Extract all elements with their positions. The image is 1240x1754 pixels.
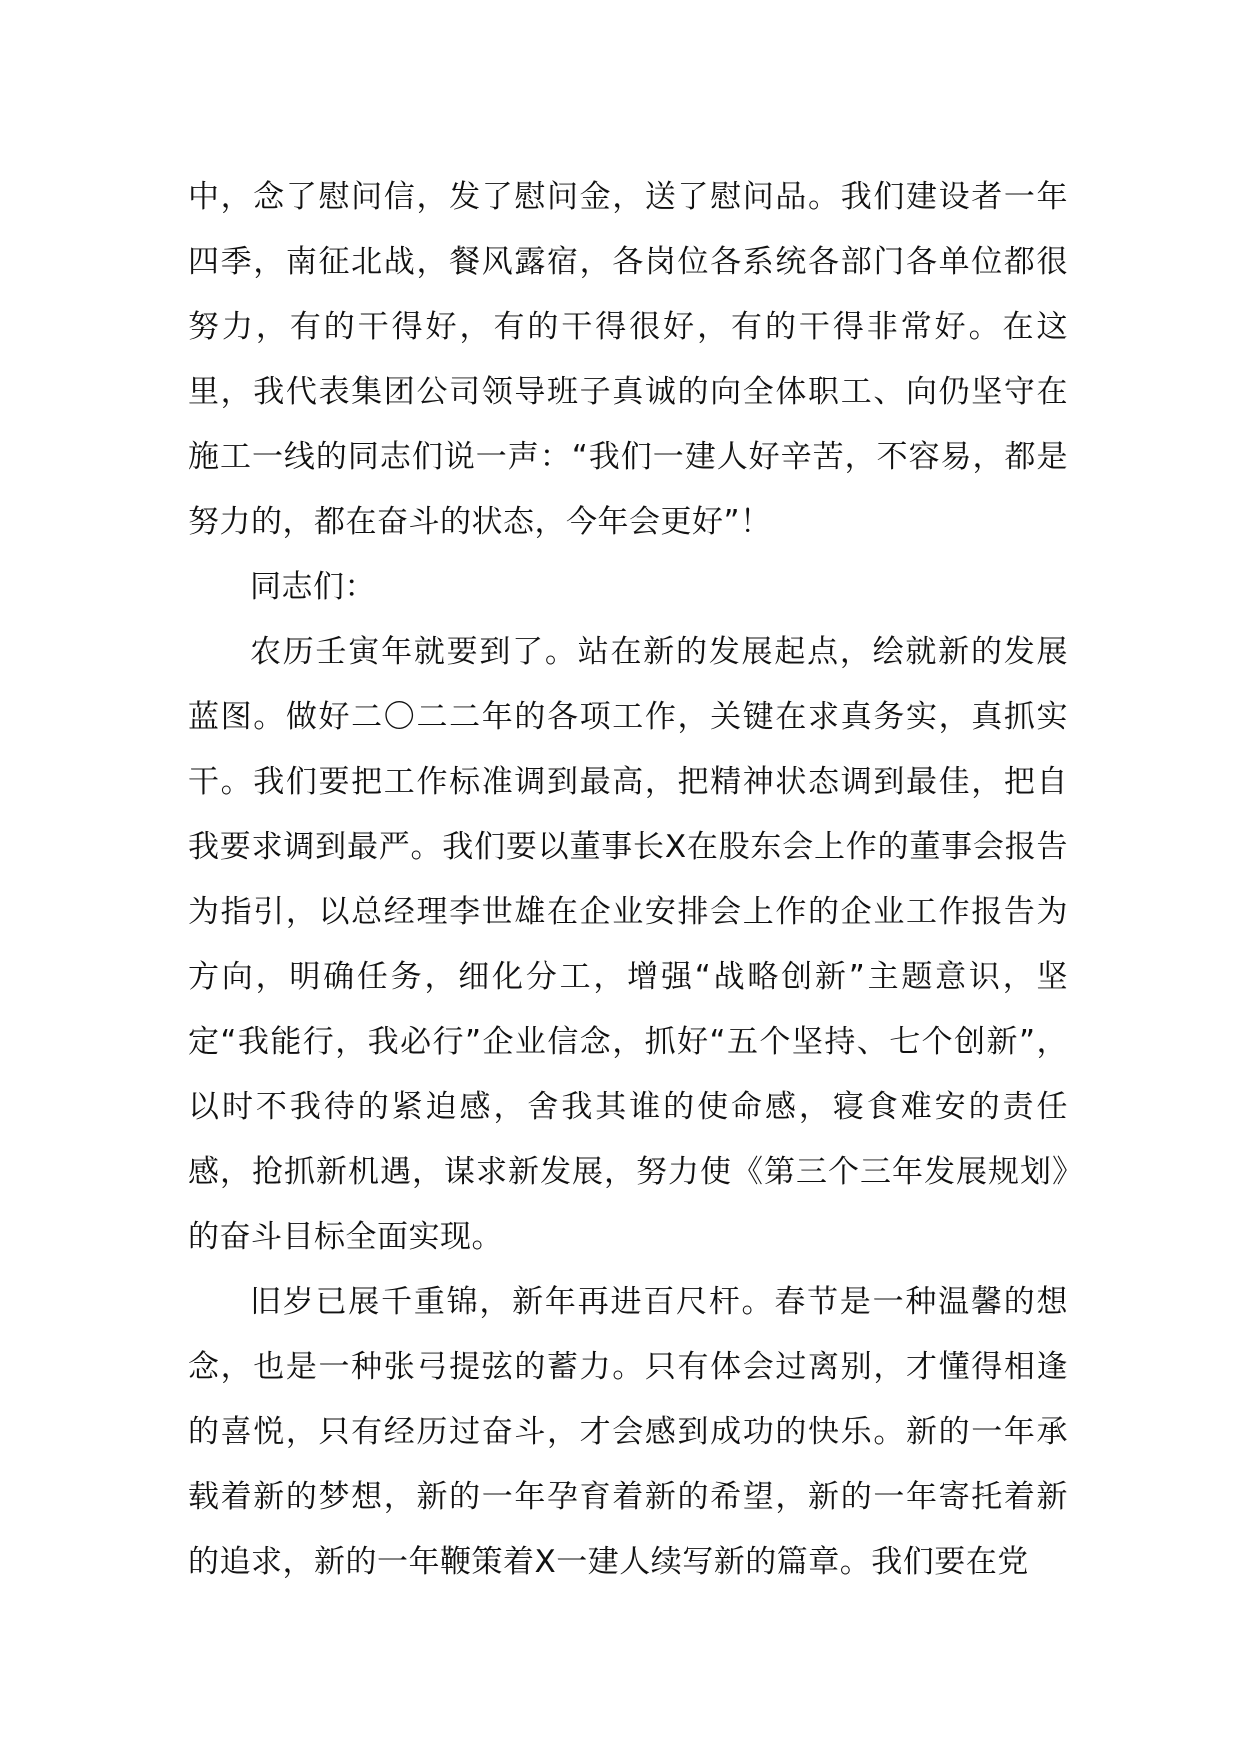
- document-body: [188, 165, 1068, 1595]
- paragraph-4: 旧岁已展千重锦，新年再进百尺杆。春节是一种温馨的想念，也是一种张弓提弦的蓄力。只有体会过离别，才懂得相逢的喜悦，只有经历过奋斗，才会感到成功的快乐。新的一年承载着新的梦想，新的一年孕育着新的希望，新的一年寄托着新的追求，新的一年鞭策着X一建人续写新的篇章。我们要在党: [188, 1284, 1068, 1580]
- paragraph-1: 中，念了慰问信，发了慰问金，送了慰问品。我们建设者一年四季，南征北战，餐风露宿，各岗位各系统各部门各单位都很努力，有的干得好，有的干得很好，有的干得非常好。在这里，我代表集团公司领导班子真诚的向全体职工、向仍坚守在施工一线的同志们说一声：“我们一建人好辛苦，不容易，都是努力的，都在奋斗的状态，今年会更好”！: [188, 179, 1068, 540]
- paragraph-3: 农历壬寅年就要到了。站在新的发展起点，绘就新的发展蓝图。做好二〇二二年的各项工作，关键在求真务实，真抓实干。我们要把工作标准调到最高，把精神状态调到最佳，把自我要求调到最严。我们要以董事长X在股东会上作的董事会报告为指引，以总经理李世雄在企业安排会上作的企业工作报告为方向，明确任务，细化分工，增强“战略创新”主题意识，坚定“我能行，我必行”企业信念，抓好“五个坚持、七个创新”，以时不我待的紧迫感，舍我其谁的使命感，寝食难安的责任感，抢抓新机遇，谋求新发展，努力使《第三个三年发展规划》的奋斗目标全面实现。: [188, 634, 1068, 1255]
- paragraph-2-salutation: 同志们：: [250, 569, 376, 605]
